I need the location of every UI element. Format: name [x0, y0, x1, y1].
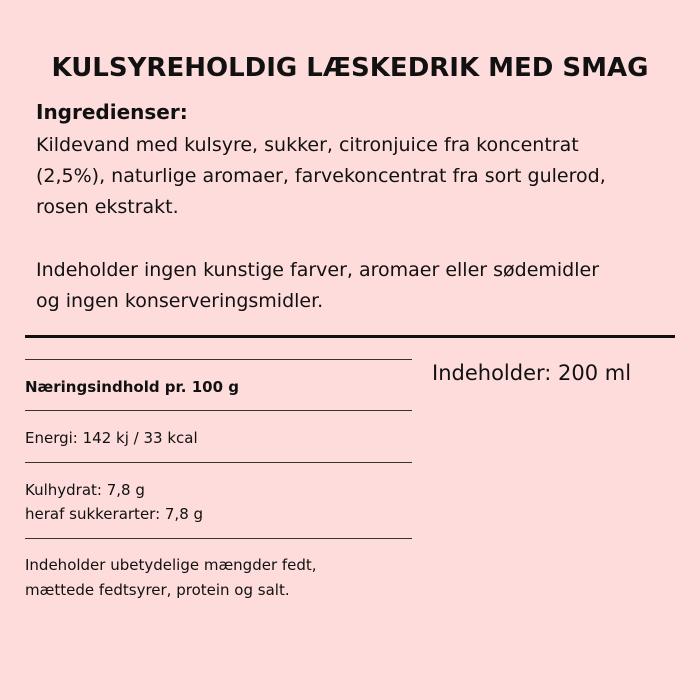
ingredients-text [36, 130, 686, 223]
no-additives-line: Indeholder ingen kunstige farver, aromaer eller sødemidler [36, 259, 600, 281]
nutrition-divider [25, 410, 412, 411]
nutrition-divider [25, 538, 412, 539]
no-additives-text [36, 255, 686, 317]
ingredients-heading: Ingredienser: [36, 100, 188, 124]
ingredients-line: rosen ekstrakt. [36, 196, 179, 218]
nutrition-energy: Energi: 142 kj / 33 kcal [25, 429, 198, 447]
nutrition-heading: Næringsindhold pr. 100 g [25, 378, 239, 396]
ingredients-line: Kildevand med kulsyre, sukker, citronjuice fra koncentrat [36, 134, 579, 156]
nutrition-note-line: mættede fedtsyrer, protein og salt. [25, 581, 290, 599]
section-divider [25, 335, 675, 338]
net-content: Indeholder: 200 ml [432, 361, 632, 385]
nutrition-divider [25, 462, 412, 463]
nutrition-carbs: Kulhydrat: 7,8 g [25, 481, 145, 499]
no-additives-line: og ingen konserveringsmidler. [36, 290, 324, 312]
product-title: KULSYREHOLDIG LÆSKEDRIK MED SMAG [51, 53, 649, 83]
ingredients-line: (2,5%), naturlige aromaer, farvekoncentrat fra sort gulerod, [36, 165, 606, 187]
nutrition-divider [25, 359, 412, 360]
nutrition-note-line: Indeholder ubetydelige mængder fedt, [25, 556, 317, 574]
nutrition-sugars: heraf sukkerarter: 7,8 g [25, 505, 204, 523]
